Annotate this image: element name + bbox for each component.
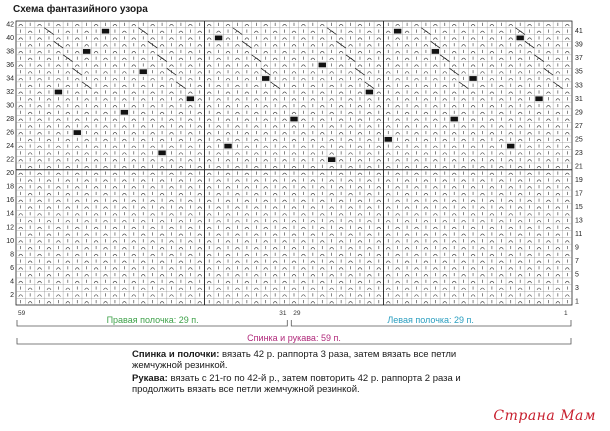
row-label-right: 33 xyxy=(575,82,583,90)
filled-stitch-mark xyxy=(187,96,194,101)
row-label-left: 34 xyxy=(6,75,14,83)
filled-stitch-mark xyxy=(262,76,269,81)
filled-stitch-mark xyxy=(450,117,457,122)
row-label-right: 9 xyxy=(575,244,579,252)
row-label-right: 3 xyxy=(575,285,579,293)
filled-stitch-mark xyxy=(366,90,373,95)
bracket-stitch-number: 31 xyxy=(279,310,287,317)
legend-sleeves-head: Рукава: xyxy=(132,373,168,384)
row-label-right: 13 xyxy=(575,217,583,225)
row-label-right: 25 xyxy=(575,136,583,144)
filled-stitch-mark xyxy=(55,90,62,95)
row-label-left: 20 xyxy=(6,170,14,178)
row-label-left: 32 xyxy=(6,89,14,97)
chart-title: Схема фантазийного узора xyxy=(13,4,148,15)
row-label-left: 8 xyxy=(10,251,14,259)
row-label-right: 19 xyxy=(575,176,583,184)
row-label-left: 40 xyxy=(6,34,14,42)
row-label-right: 17 xyxy=(575,190,583,198)
row-label-left: 36 xyxy=(6,61,14,69)
row-label-right: 41 xyxy=(575,28,583,36)
filled-stitch-mark xyxy=(140,69,147,74)
row-label-left: 6 xyxy=(10,264,14,272)
watermark-logo: Страна Мам xyxy=(493,408,596,424)
legend-back-fronts xyxy=(132,349,472,371)
row-label-right: 7 xyxy=(575,258,579,266)
row-label-left: 4 xyxy=(10,278,14,286)
filled-stitch-mark xyxy=(319,63,326,68)
filled-stitch-mark xyxy=(516,36,523,41)
row-label-left: 38 xyxy=(6,48,14,56)
row-label-right: 31 xyxy=(575,95,583,103)
filled-stitch-mark xyxy=(432,49,439,54)
filled-stitch-mark xyxy=(224,144,231,149)
row-label-left: 28 xyxy=(6,116,14,124)
row-label-left: 26 xyxy=(6,129,14,137)
bracket-stitch-number: 59 xyxy=(18,310,26,317)
filled-stitch-mark xyxy=(385,137,392,142)
bracket-stitch-number: 1 xyxy=(564,310,568,317)
legend-back-fronts-text: вязать 42 р. раппорта 3 раза, затем вязать все петли жемчужной резинкой. xyxy=(132,349,457,371)
row-label-left: 30 xyxy=(6,102,14,110)
row-label-left: 16 xyxy=(6,197,14,205)
bracket-label: Правая полочка: 29 п. xyxy=(106,315,199,325)
row-label-left: 18 xyxy=(6,183,14,191)
row-label-right: 37 xyxy=(575,55,583,63)
filled-stitch-mark xyxy=(290,117,297,122)
row-label-right: 15 xyxy=(575,203,583,211)
row-label-right: 29 xyxy=(575,109,583,117)
row-label-right: 35 xyxy=(575,68,583,76)
bracket-label: Спинка и рукава: 59 п. xyxy=(247,333,341,343)
legend-back-fronts-head: Спинка и полочки: xyxy=(132,349,220,360)
filled-stitch-mark xyxy=(102,29,109,34)
row-label-left: 12 xyxy=(6,224,14,232)
row-label-left: 42 xyxy=(6,21,14,29)
row-label-right: 23 xyxy=(575,149,583,157)
row-label-right: 1 xyxy=(575,298,579,306)
filled-stitch-mark xyxy=(394,29,401,34)
legend-sleeves-text: вязать с 21-го по 42-й р., затем повторить 42 р. раппорта 2 раза и продолжить вязать все петли жемчужной резинкой. xyxy=(132,373,461,395)
row-label-right: 5 xyxy=(575,271,579,279)
filled-stitch-mark xyxy=(328,157,335,162)
filled-stitch-mark xyxy=(74,130,81,135)
filled-stitch-mark xyxy=(158,150,165,155)
filled-stitch-mark xyxy=(215,36,222,41)
row-label-right: 21 xyxy=(575,163,583,171)
row-label-right: 11 xyxy=(575,231,583,239)
filled-stitch-mark xyxy=(121,110,128,115)
row-label-left: 2 xyxy=(10,291,14,299)
filled-stitch-mark xyxy=(507,144,514,149)
bracket-label: Левая полочка: 29 п. xyxy=(387,315,474,325)
row-label-left: 14 xyxy=(6,210,14,218)
row-label-right: 27 xyxy=(575,122,583,130)
filled-stitch-mark xyxy=(535,96,542,101)
row-label-left: 10 xyxy=(6,237,14,245)
row-label-left: 24 xyxy=(6,143,14,151)
filled-stitch-mark xyxy=(469,76,476,81)
row-label-left: 22 xyxy=(6,156,14,164)
filled-stitch-mark xyxy=(83,49,90,54)
bracket-stitch-number: 29 xyxy=(293,310,301,317)
row-label-right: 39 xyxy=(575,41,583,49)
legend-sleeves xyxy=(132,373,472,395)
